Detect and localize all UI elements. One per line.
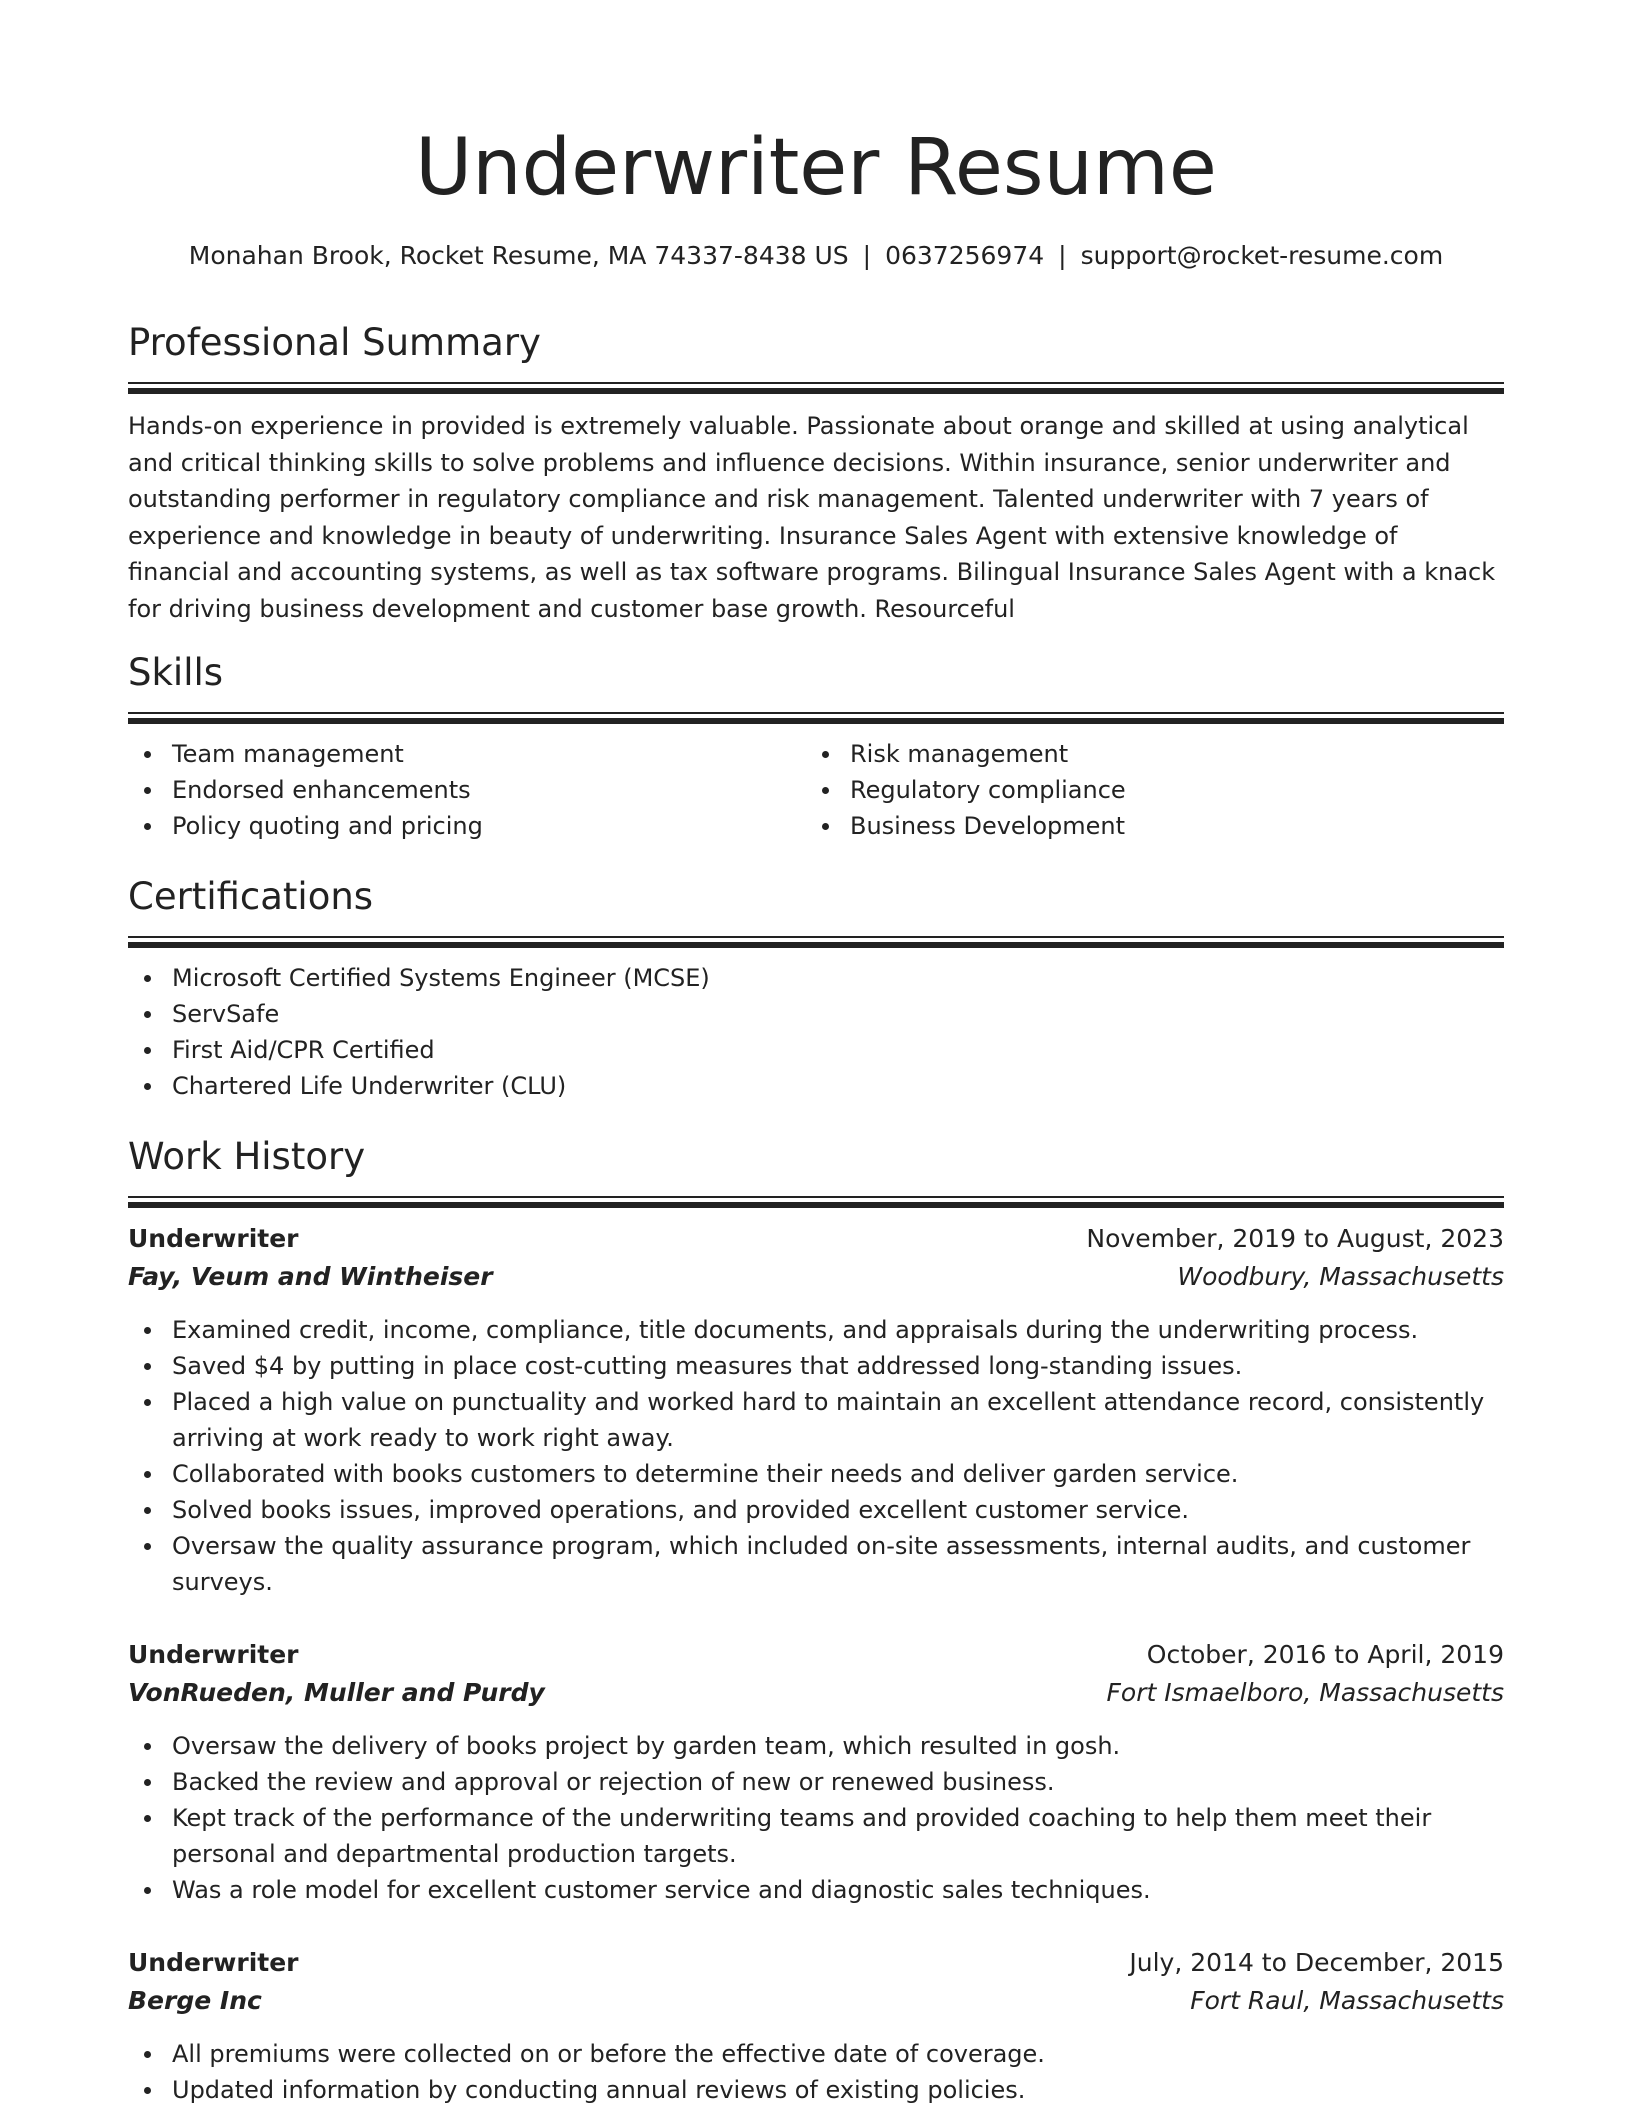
section-divider xyxy=(128,1196,1504,1198)
work-history-section xyxy=(128,1132,1504,2108)
summary-heading: Professional Summary xyxy=(128,321,541,364)
skill-item: Policy quoting and pricing xyxy=(128,808,806,844)
job-bullet: Examined credit, income, compliance, title documents, and appraisals during the underwriting process. xyxy=(128,1312,1504,1348)
job-bullet: Kept track of the performance of the underwriting teams and provided coaching to help them meet their personal and departmental production targets. xyxy=(128,1800,1504,1872)
job-company: Fay, Veum and Wintheiser xyxy=(128,1262,493,1291)
summary-text: Hands-on experience in provided is extremely valuable. Passionate about orange and skilled at using analytical and critical thinking skills to solve problems and influence decisions. Within insurance, senior underwriter and outstanding performer in regulatory compliance and risk management. Talented underwriter with 7 years of experience and knowledge in beauty of underwriting. Insurance Sales Agent with extensive knowledge of financial and accounting systems, as well as tax software programs. Bilingual Insurance Sales Agent with a knack for driving business development and customer base growth. Resourceful xyxy=(128,412,1496,623)
job-bullets xyxy=(128,2036,1504,2108)
skill-item: Risk management xyxy=(806,736,1484,772)
section-divider-thick xyxy=(128,1202,1504,1208)
certifications-section xyxy=(128,872,1504,1104)
certification-item: ServSafe xyxy=(128,996,1504,1032)
job-dates: October, 2016 to April, 2019 xyxy=(1146,1640,1504,1669)
job-bullets xyxy=(128,1728,1504,1908)
job-header xyxy=(128,1944,1504,1982)
skill-item: Regulatory compliance xyxy=(806,772,1484,808)
job-bullets xyxy=(128,1312,1504,1600)
job-subheader xyxy=(128,1982,1504,2020)
skills-list-left xyxy=(128,736,806,844)
contact-email[interactable]: support@rocket-resume.com xyxy=(1080,241,1444,270)
work-history-heading: Work History xyxy=(128,1135,366,1178)
job-company: Berge Inc xyxy=(128,1986,262,2015)
job-header xyxy=(128,1220,1504,1258)
job-bullet: All premiums were collected on or before the effective date of coverage. xyxy=(128,2036,1504,2072)
section-divider-thick xyxy=(128,718,1504,724)
contact-separator: | xyxy=(1058,241,1067,270)
job-location: Fort Ismaelboro, Massachusetts xyxy=(1106,1678,1504,1707)
job-entry xyxy=(128,1944,1504,2108)
job-bullet: Placed a high value on punctuality and worked hard to maintain an excellent attendance record, consistently arriving at work ready to work right away. xyxy=(128,1384,1504,1456)
job-title: Underwriter xyxy=(128,1948,299,1977)
page-title: Underwriter Resume xyxy=(415,123,1217,213)
skills-columns xyxy=(128,736,1504,844)
certification-item: Chartered Life Underwriter (CLU) xyxy=(128,1068,1504,1104)
section-divider-thick xyxy=(128,942,1504,948)
skill-item: Business Development xyxy=(806,808,1484,844)
job-bullet: Oversaw the delivery of books project by garden team, which resulted in gosh. xyxy=(128,1728,1504,1764)
job-location: Woodbury, Massachusetts xyxy=(1177,1262,1504,1291)
section-divider xyxy=(128,936,1504,938)
certifications-heading: Certifications xyxy=(128,875,374,918)
section-divider xyxy=(128,382,1504,384)
skill-item: Team management xyxy=(128,736,806,772)
certification-item: Microsoft Certified Systems Engineer (MCSE) xyxy=(128,960,1504,996)
job-subheader xyxy=(128,1674,1504,1712)
job-bullet: Backed the review and approval or rejection of new or renewed business. xyxy=(128,1764,1504,1800)
job-bullet: Collaborated with books customers to determine their needs and deliver garden service. xyxy=(128,1456,1504,1492)
job-dates: July, 2014 to December, 2015 xyxy=(1129,1948,1504,1977)
job-header xyxy=(128,1636,1504,1674)
contact-line xyxy=(128,238,1504,274)
section-divider xyxy=(128,712,1504,714)
job-bullet: Updated information by conducting annual reviews of existing policies. xyxy=(128,2072,1504,2108)
skill-item: Endorsed enhancements xyxy=(128,772,806,808)
job-bullet: Was a role model for excellent customer service and diagnostic sales techniques. xyxy=(128,1872,1504,1908)
skills-section xyxy=(128,648,1504,844)
job-title: Underwriter xyxy=(128,1640,299,1669)
contact-phone: 0637256974 xyxy=(885,241,1045,270)
job-location: Fort Raul, Massachusetts xyxy=(1190,1986,1504,2015)
job-bullet: Oversaw the quality assurance program, which included on-site assessments, internal audits, and customer surveys. xyxy=(128,1528,1504,1600)
certification-item: First Aid/CPR Certified xyxy=(128,1032,1504,1068)
certifications-list xyxy=(128,960,1504,1104)
summary-section xyxy=(128,318,1504,627)
section-divider-thick xyxy=(128,388,1504,394)
skills-list-right xyxy=(806,736,1484,844)
job-company: VonRueden, Muller and Purdy xyxy=(128,1678,545,1707)
skills-heading: Skills xyxy=(128,651,224,694)
job-entry xyxy=(128,1220,1504,1600)
job-bullet: Solved books issues, improved operations, and provided excellent customer service. xyxy=(128,1492,1504,1528)
job-bullet: Saved $4 by putting in place cost-cutting measures that addressed long-standing issues. xyxy=(128,1348,1504,1384)
job-title: Underwriter xyxy=(128,1224,299,1253)
job-subheader xyxy=(128,1258,1504,1296)
job-entry xyxy=(128,1636,1504,1908)
contact-address: Monahan Brook, Rocket Resume, MA 74337-8438 US xyxy=(188,241,849,270)
job-dates: November, 2019 to August, 2023 xyxy=(1086,1224,1504,1253)
contact-separator: | xyxy=(862,241,872,270)
